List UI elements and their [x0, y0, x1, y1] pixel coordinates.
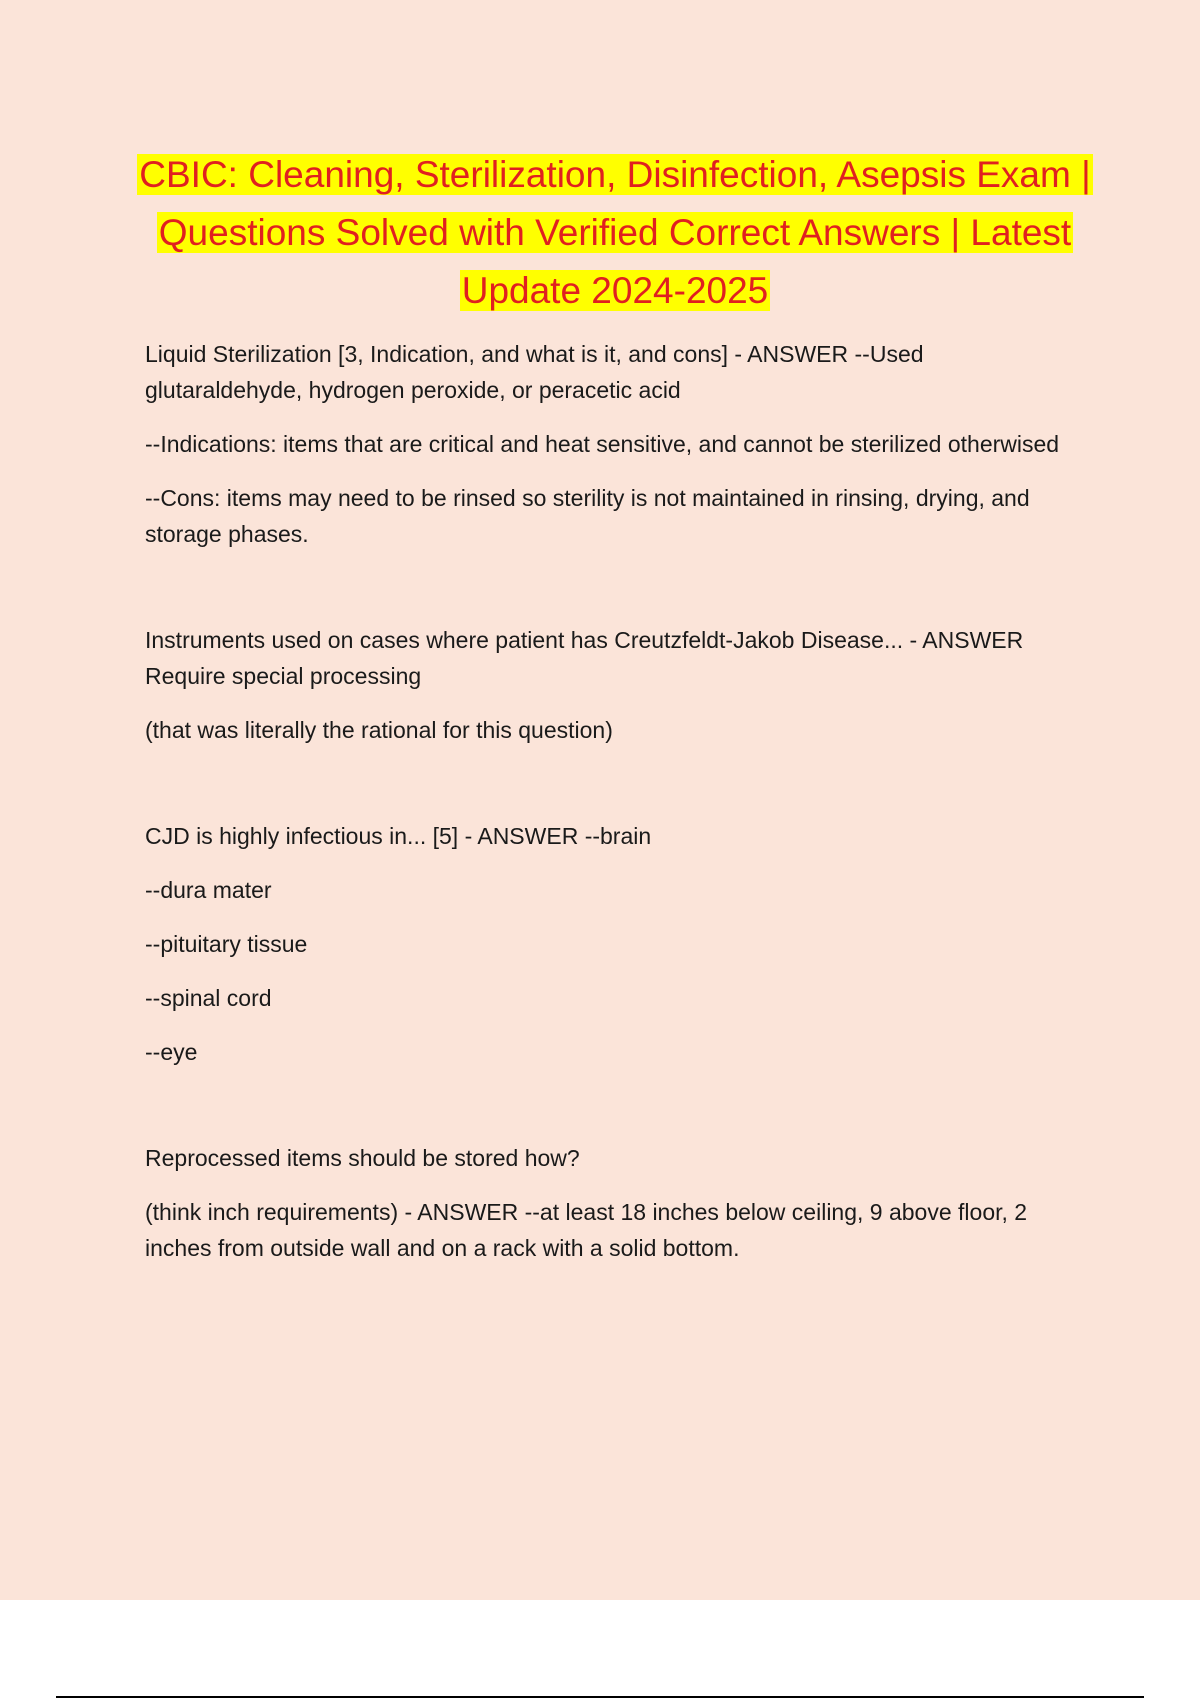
- qa-item-cjd-infectious-tissues: [145, 818, 1065, 1070]
- qa-item-cjd-instruments: [145, 622, 1065, 748]
- answer-detail-line: --Cons: items may need to be rinsed so sterility is not maintained in rinsing, drying, and storage phases.: [145, 485, 1030, 547]
- answer-detail-line: --Indications: items that are critical and heat sensitive, and cannot be sterilized otherwised: [145, 431, 1060, 457]
- question-answer-line: (think inch requirements) - ANSWER --at least 18 inches below ceiling, 9 above floor, 2 inches from outside wall and on a rack with a solid bottom.: [145, 1199, 1028, 1261]
- answer-list-item: --eye: [145, 1039, 198, 1065]
- question-answer-line: Instruments used on cases where patient has Creutzfeldt-Jakob Disease... - ANSWER Require special processing: [145, 627, 1024, 689]
- document-body: [145, 336, 1065, 1284]
- answer-list-item: --spinal cord: [145, 985, 272, 1011]
- qa-item-reprocessed-storage: [145, 1140, 1065, 1266]
- title-highlight: CBIC: Cleaning, Sterilization, Disinfection, Asepsis Exam | Questions Solved with Verified Correct Answers | Latest Update 2024-2025: [139, 154, 1091, 311]
- qa-item-liquid-sterilization: [145, 336, 1065, 552]
- question-answer-line: Liquid Sterilization [3, Indication, and what is it, and cons] - ANSWER --Used glutaraldehyde, hydrogen peroxide, or peracetic acid: [145, 341, 924, 403]
- page-bottom-rule: [56, 1696, 1144, 1698]
- section-spacer: [145, 1088, 1065, 1140]
- answer-detail-line: (that was literally the rational for this question): [145, 717, 613, 743]
- section-spacer: [145, 570, 1065, 622]
- answer-list-item: --pituitary tissue: [145, 931, 308, 957]
- section-spacer: [145, 766, 1065, 818]
- question-answer-line: CJD is highly infectious in... [5] - ANSWER --brain: [145, 823, 652, 849]
- answer-list-item: --dura mater: [145, 877, 272, 903]
- document-title: [130, 146, 1100, 320]
- question-line: Reprocessed items should be stored how?: [145, 1145, 580, 1171]
